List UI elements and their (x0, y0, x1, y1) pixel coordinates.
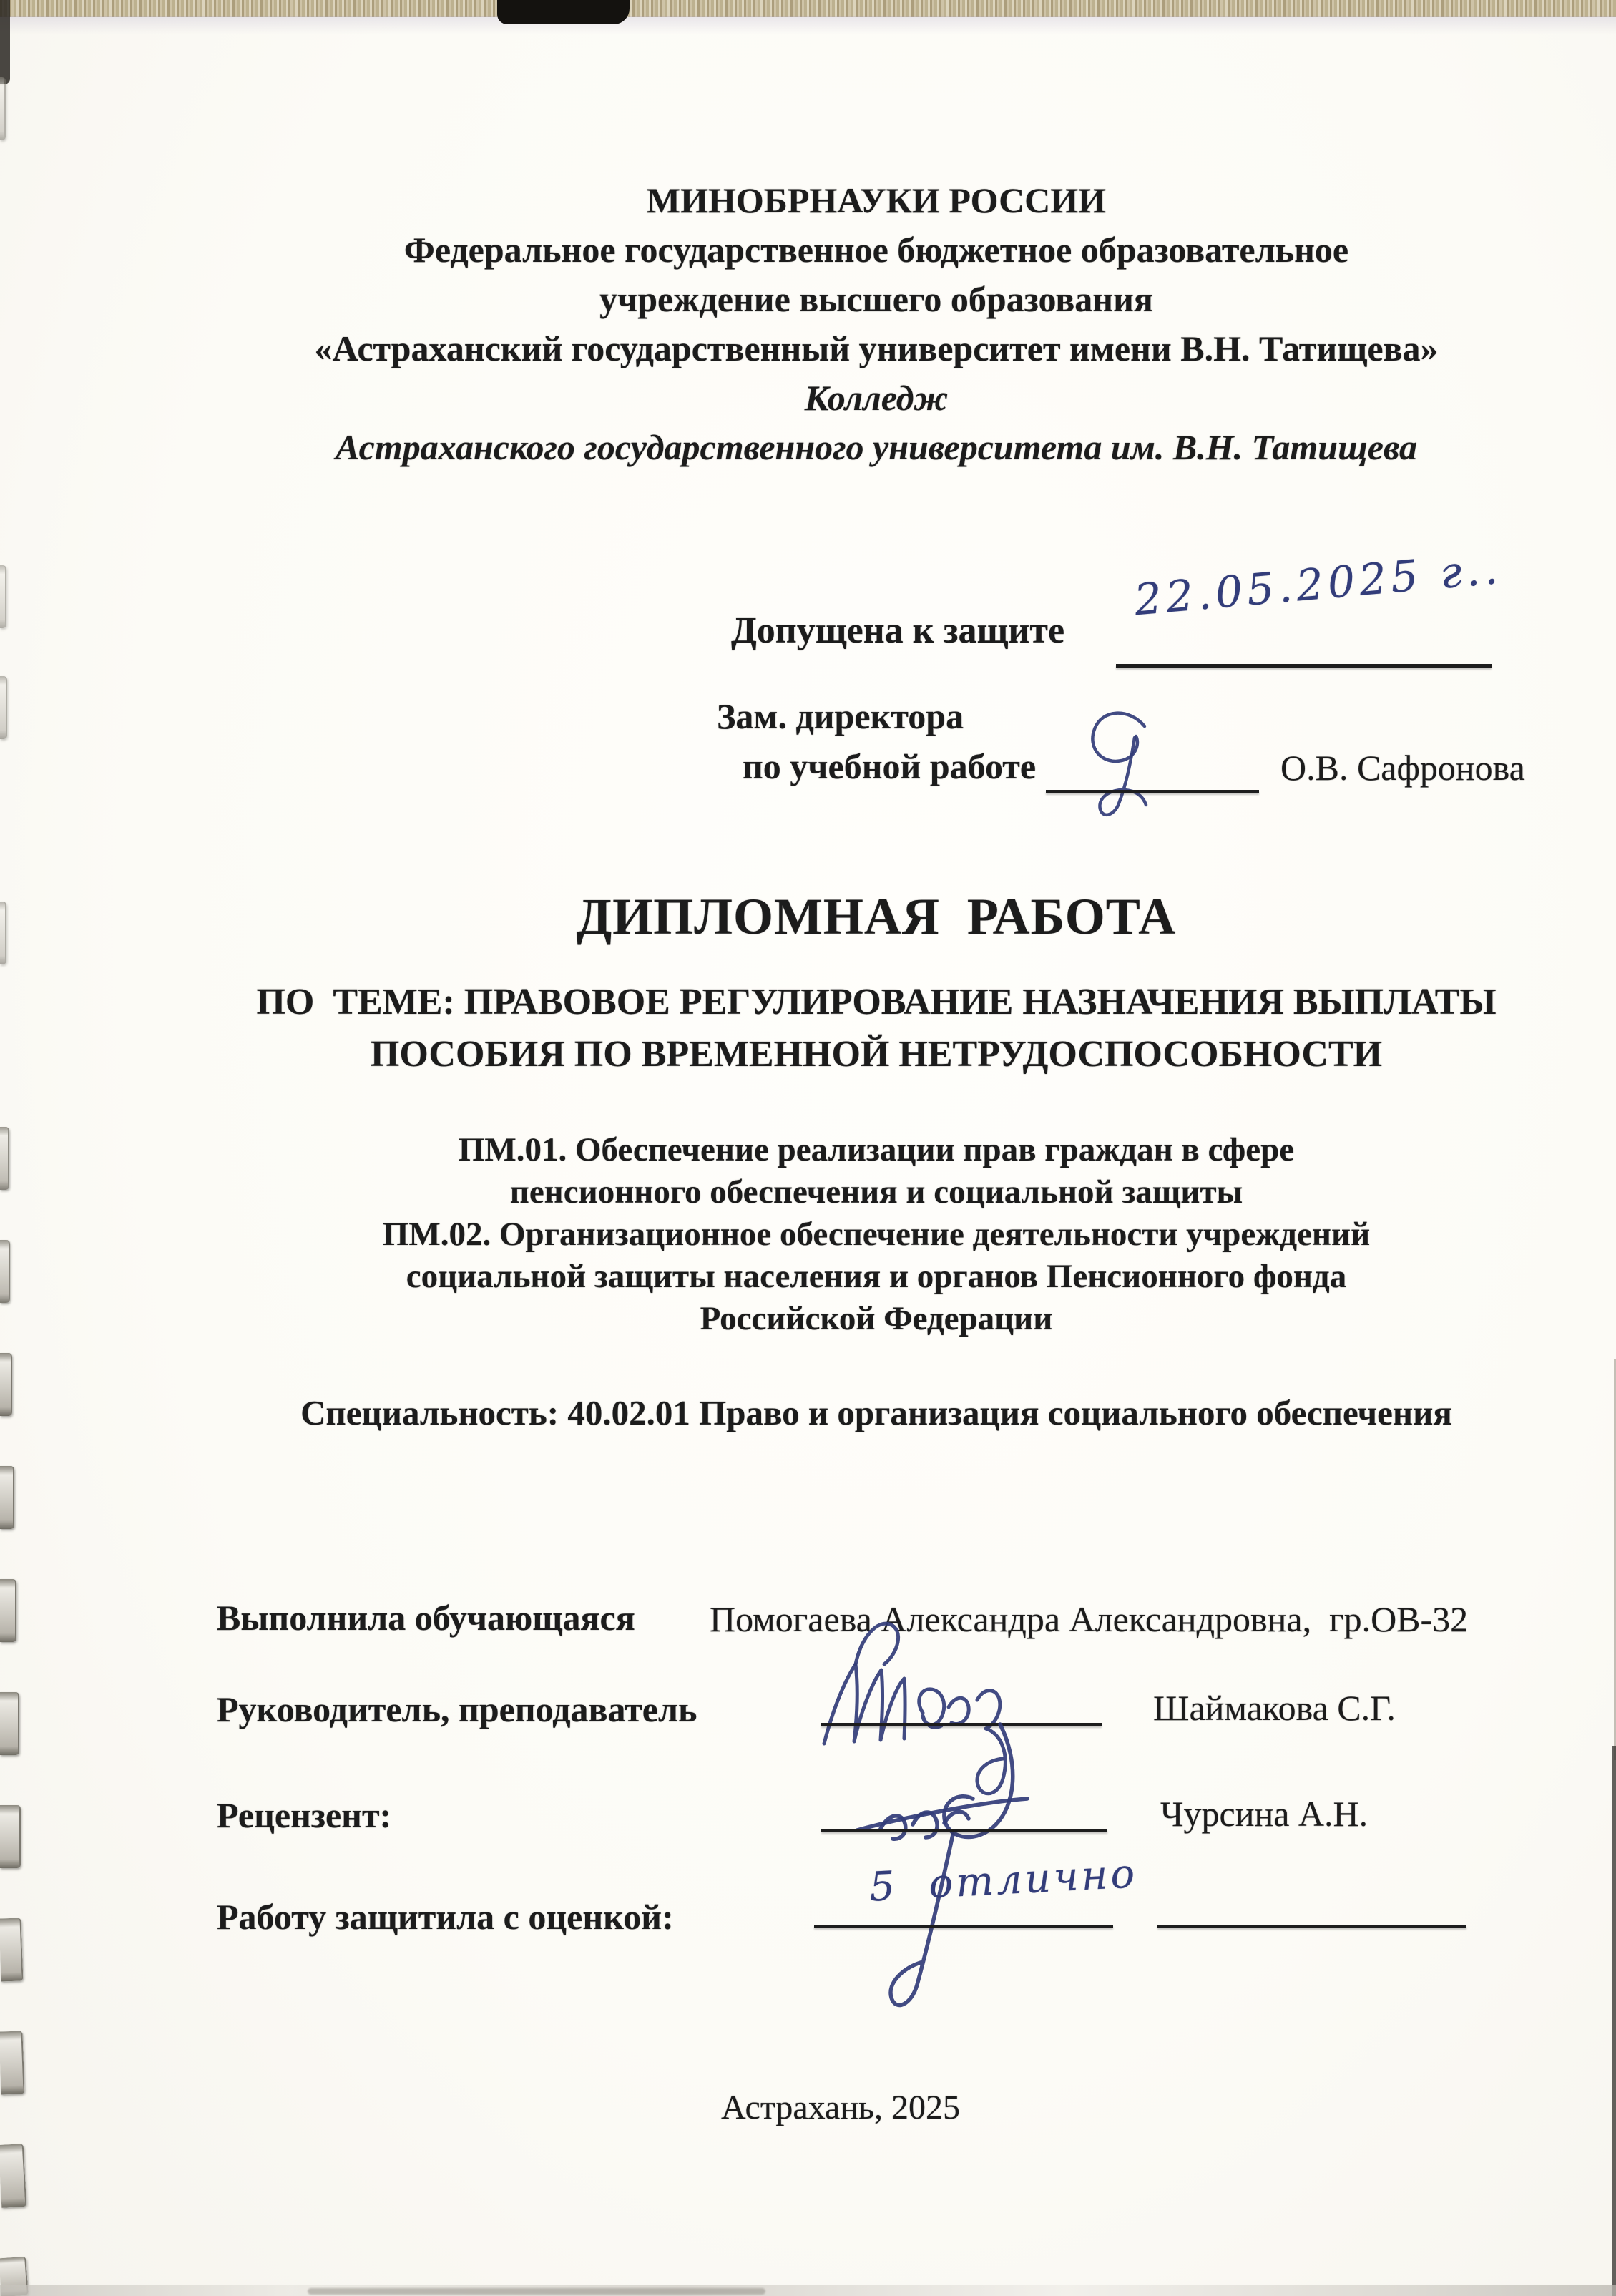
college-university-line: Астраханского государственного университета им. В.Н. Татищева (336, 427, 1417, 467)
theme-line-2: ПОСОБИЯ ПО ВРЕМЕННОЙ НЕТРУДОСПОСОБНОСТИ (370, 1034, 1383, 1075)
institution-line-1: Федеральное государственное бюджетное образовательное (403, 230, 1349, 270)
reviewer-underline (821, 1829, 1107, 1832)
college-label: Колледж (804, 378, 949, 418)
module-pm02-line-3: Российской Федерации (700, 1300, 1053, 1337)
scan-bottom-shade (0, 2285, 1616, 2296)
module-pm02-line-1: ПМ.02. Организационное обеспечение деятельности учреждений (382, 1216, 1371, 1253)
scan-bottom-smudge (308, 2288, 765, 2295)
supervisor-label: Руководитель, преподаватель (217, 1689, 697, 1729)
performer-label: Выполнила обучающаяся (217, 1598, 635, 1638)
safronova-signature (1057, 698, 1208, 837)
director-underline (1046, 790, 1259, 793)
binding-tab (0, 1466, 14, 1529)
theme-block (143, 976, 1610, 1080)
reviewer-name: Чурсина А.Н. (1160, 1794, 1368, 1834)
binding-tab (0, 1353, 12, 1416)
binding-tab (0, 902, 6, 964)
modules-block (143, 1129, 1610, 1340)
binding-tab (0, 2144, 26, 2208)
scan-top-fade (0, 16, 1616, 34)
performer-name: Помогаева Александра Александровна, гр.ОВ-32 (710, 1599, 1469, 1639)
binding-tab (0, 1240, 10, 1303)
scan-corner-mark (0, 0, 10, 84)
grade-handwriting: 5 отлично (868, 1850, 1139, 1911)
specialty-line: Специальность: 40.02.01 Право и организация социального обеспечения (300, 1393, 1452, 1432)
binding-tab (0, 1918, 24, 1981)
module-pm01-line-2: пенсионного обеспечения и социальной защиты (509, 1173, 1243, 1211)
director-title-line-1: Зам. директора (717, 696, 964, 736)
approval-label: Допущена к защите (731, 610, 1065, 651)
city-year-line: Астрахань, 2025 (721, 2089, 960, 2126)
institution-header (143, 176, 1610, 472)
binding-tab (0, 676, 7, 739)
document-title: ДИПЛОМНАЯ РАБОТА (576, 888, 1177, 945)
module-pm01-line-1: ПМ.01. Обеспечение реализации прав граждан в сфере (458, 1131, 1295, 1168)
binding-tab (0, 1127, 9, 1190)
theme-line-1: ПО ТЕМЕ: ПРАВОВОЕ РЕГУЛИРОВАНИЕ НАЗНАЧЕНИЯ ВЫПЛАТЫ (256, 982, 1497, 1022)
binding-tab (0, 1692, 19, 1755)
binding-tab (0, 1579, 16, 1642)
grade-label: Работу защитила с оценкой: (217, 1897, 674, 1937)
grade-underline-2 (1157, 1925, 1466, 1928)
module-pm02-line-2: социальной защиты населения и органов Пенсионного фонда (406, 1258, 1347, 1295)
director-name: О.В. Сафронова (1280, 748, 1525, 788)
binding-tab (0, 1805, 21, 1868)
ministry-line: МИНОБРНАУКИ РОССИИ (646, 180, 1107, 220)
scan-top-edge-artifact (0, 0, 1616, 17)
scan-right-edge-line (1612, 1746, 1616, 2296)
grade-underline-1 (814, 1925, 1113, 1928)
director-title-line-2: по учебной работе (743, 746, 1037, 786)
binding-tab (0, 2031, 25, 2094)
institution-line-2: учреждение высшего образования (599, 279, 1153, 319)
scan-top-dark-blob (497, 0, 630, 24)
university-name: «Астраханский государственный университет имени В.Н. Татищева» (314, 328, 1439, 368)
approval-date-handwriting: 22.05.2025 г.. (1132, 543, 1504, 626)
binding-tab (0, 77, 6, 140)
binding-tab (0, 565, 6, 628)
reviewer-label: Рецензент: (217, 1795, 392, 1835)
approval-underline (1116, 664, 1492, 668)
supervisor-name: Шаймакова С.Г. (1153, 1688, 1396, 1728)
